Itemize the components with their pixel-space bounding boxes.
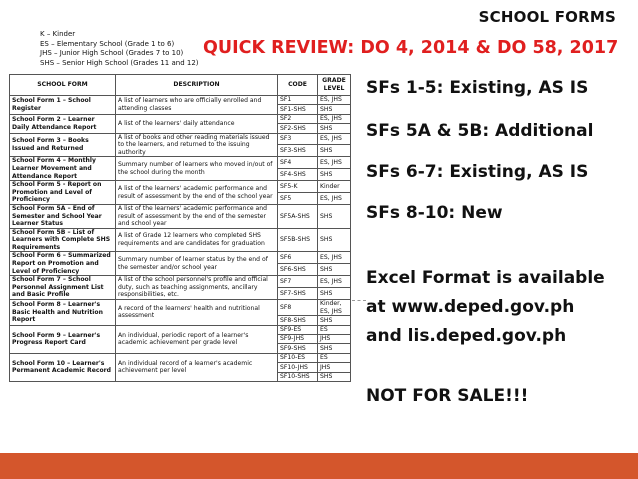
note-sfs-8-10: SFs 8-10: New xyxy=(366,203,503,223)
legend-item: SHS – Senior High School (Grades 11 and 12) xyxy=(40,58,199,67)
grade-level: ES, JHS xyxy=(318,193,351,205)
note-sfs-1-5: SFs 1-5: Existing, AS IS xyxy=(366,78,589,98)
grade-level: SHS xyxy=(318,264,351,276)
school-form-description: A list of the learners' academic performance and result of assessment by the end of the school year xyxy=(116,181,278,205)
grade-level: SHS xyxy=(318,228,351,252)
grade-level: SHS xyxy=(318,105,351,114)
form-code: SF9-SHS xyxy=(278,344,318,353)
table-row xyxy=(10,252,351,264)
table-row xyxy=(10,353,351,362)
grade-level: Kinder xyxy=(318,181,351,193)
grade-level: ES xyxy=(318,325,351,334)
table-header-row xyxy=(10,75,351,96)
grade-level: SHS xyxy=(318,344,351,353)
excel-availability-note xyxy=(366,264,605,351)
table-row xyxy=(10,114,351,123)
grade-level: SHS xyxy=(318,145,351,157)
school-form-description: An individual record of a learner's academic achievement per level xyxy=(116,353,278,381)
column-header: DESCRIPTION xyxy=(116,75,278,96)
column-header: GRADE LEVEL xyxy=(318,75,351,96)
excel-note-line: at www.deped.gov.ph xyxy=(366,297,575,317)
form-code: SF5-K xyxy=(278,181,318,193)
table-row xyxy=(10,181,351,193)
school-form-name: School Form 4 – Monthly Learner Movement and Attendance Report xyxy=(10,157,116,181)
school-form-description: Summary number of learner status by the end of the semester and/or school year xyxy=(116,252,278,276)
legend-item: ES – Elementary School (Grade 1 to 6) xyxy=(40,39,175,48)
school-form-description: An individual, periodic report of a learner's academic achievement per grade level xyxy=(116,325,278,353)
school-form-description: A list of the learners' academic performance and result of assessment by the end of the semester and school year xyxy=(116,204,278,228)
form-code: SF10-ES xyxy=(278,353,318,362)
table-row xyxy=(10,204,351,228)
form-code: SF1 xyxy=(278,96,318,105)
form-code: SF3 xyxy=(278,133,318,145)
form-code: SF6 xyxy=(278,252,318,264)
footer-bar xyxy=(0,453,638,479)
not-for-sale-note: NOT FOR SALE!!! xyxy=(366,386,529,406)
form-code: SF5B-SHS xyxy=(278,228,318,252)
school-forms-table xyxy=(9,74,351,382)
abbreviation-legend xyxy=(40,30,199,68)
excel-note-line: Excel Format is available xyxy=(366,268,605,288)
grade-level: ES, JHS xyxy=(318,157,351,169)
school-form-description: A list of Grade 12 learners who completed SHS requirements and are candidates for graduation xyxy=(116,228,278,252)
grade-level: ES, JHS xyxy=(318,252,351,264)
table-row xyxy=(10,276,351,288)
school-form-name: School Form 5A – End of Semester and School Year Learner Status xyxy=(10,204,116,228)
grade-level: ES, JHS xyxy=(318,114,351,123)
school-form-description: A list of books and other reading materials issued to the learners, and returned to the issuing authority xyxy=(116,133,278,157)
form-code: SF6-SHS xyxy=(278,264,318,276)
grade-level: ES, JHS xyxy=(318,133,351,145)
form-code: SF5A-SHS xyxy=(278,204,318,228)
form-code: SF4 xyxy=(278,157,318,169)
grade-level: SHS xyxy=(318,316,351,325)
table-row xyxy=(10,133,351,145)
grade-level: ES xyxy=(318,353,351,362)
school-form-description: A list of the learners' daily attendance xyxy=(116,114,278,133)
form-code: SF9-ES xyxy=(278,325,318,334)
school-forms-heading: SCHOOL FORMS xyxy=(478,8,616,26)
table-row xyxy=(10,325,351,334)
grade-level: SHS xyxy=(318,124,351,133)
school-form-name: School Form 10 – Learner's Permanent Academic Record xyxy=(10,353,116,381)
grade-level: ES, JHS xyxy=(318,96,351,105)
school-form-name: School Form 8 – Learner's Basic Health and Nutrition Report xyxy=(10,300,116,326)
form-code: SF3-SHS xyxy=(278,145,318,157)
table-row xyxy=(10,157,351,169)
form-code: SF4-SHS xyxy=(278,169,318,181)
quick-review-title: QUICK REVIEW: DO 4, 2014 & DO 58, 2017 xyxy=(203,38,619,58)
form-code: SF10-SHS xyxy=(278,372,318,381)
form-code: SF7-SHS xyxy=(278,288,318,300)
school-form-description: A list of learners who are officially enrolled and attending classes xyxy=(116,96,278,115)
form-code: SF5 xyxy=(278,193,318,205)
column-header: SCHOOL FORM xyxy=(10,75,116,96)
table-row xyxy=(10,96,351,105)
school-form-description: Summary number of learners who moved in/out of the school during the month xyxy=(116,157,278,181)
form-code: SF10-JHS xyxy=(278,363,318,372)
legend-item: JHS – Junior High School (Grades 7 to 10) xyxy=(40,49,184,57)
grade-level: SHS xyxy=(318,169,351,181)
grade-level: Kinder, ES, JHS xyxy=(318,300,351,316)
grade-level: SHS xyxy=(318,288,351,300)
school-form-description: A record of the learners' health and nutritional assessment xyxy=(116,300,278,326)
school-form-name: School Form 3 – Books Issued and Returned xyxy=(10,133,116,157)
school-form-name: School Form 2 – Learner Daily Attendance Report xyxy=(10,114,116,133)
form-code: SF2 xyxy=(278,114,318,123)
school-form-name: School Form 5B – List of Learners with Complete SHS Requirements xyxy=(10,228,116,252)
grade-level: ES, JHS xyxy=(318,276,351,288)
divider-line xyxy=(352,300,366,301)
form-code: SF9-JHS xyxy=(278,335,318,344)
grade-level: JHS xyxy=(318,363,351,372)
form-code: SF1-SHS xyxy=(278,105,318,114)
legend-item: K – Kinder xyxy=(40,30,76,38)
form-code: SF2-SHS xyxy=(278,124,318,133)
form-code: SF8 xyxy=(278,300,318,316)
form-code: SF7 xyxy=(278,276,318,288)
grade-level: SHS xyxy=(318,372,351,381)
table-body xyxy=(10,96,351,382)
school-form-name: School Form 9 – Learner's Progress Report Card xyxy=(10,325,116,353)
note-sfs-5a-5b: SFs 5A & 5B: Additional xyxy=(366,121,594,141)
note-sfs-6-7: SFs 6-7: Existing, AS IS xyxy=(366,162,589,182)
column-header: CODE xyxy=(278,75,318,96)
excel-note-line: and lis.deped.gov.ph xyxy=(366,326,567,346)
school-forms-table-container xyxy=(9,74,350,382)
school-form-name: School Form 6 – Summarized Report on Promotion and Level of Proficiency xyxy=(10,252,116,276)
grade-level: JHS xyxy=(318,335,351,344)
table-row xyxy=(10,300,351,316)
school-form-name: School Form 7 – School Personnel Assignment List and Basic Profile xyxy=(10,276,116,300)
grade-level: SHS xyxy=(318,204,351,228)
school-form-description: A list of the school personnel's profile and official duty, such as teaching assignments, ancillary responsibilities, etc. xyxy=(116,276,278,300)
school-form-name: School Form 1 – School Register xyxy=(10,96,116,115)
school-form-name: School Form 5 - Report on Promotion and Level of Proficiency xyxy=(10,181,116,205)
table-row xyxy=(10,228,351,252)
form-code: SF8-SHS xyxy=(278,316,318,325)
